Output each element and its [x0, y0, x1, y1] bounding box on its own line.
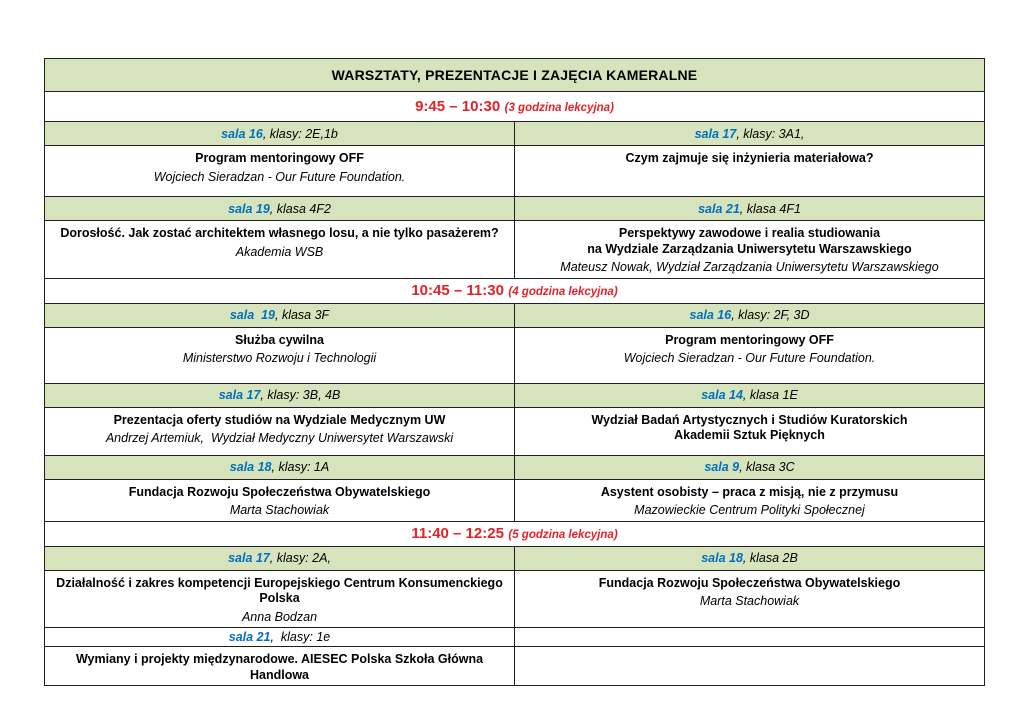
session-title: Fundacja Rozwoju Społeczeństwa Obywatelskiego — [598, 575, 901, 590]
room-cell — [45, 455, 515, 479]
room-cell — [45, 383, 515, 407]
session-title: Asystent osobisty – praca z misją, nie z przymusu — [600, 484, 899, 499]
session-title: Wymiany i projekty międzynarodowe. AIESEC Polska Szkoła Główna Handlowa — [75, 652, 487, 682]
room-row — [45, 303, 985, 327]
class-label: , klasy: 2A, — [269, 551, 331, 565]
class-label: , klasy: 2E,1b — [262, 126, 338, 141]
session-speaker: Mateusz Nowak, Wydział Zarządzania Uniwersytetu Warszawskiego — [560, 260, 939, 274]
time-cell — [45, 278, 985, 303]
title-row — [45, 59, 985, 92]
session-cell — [45, 407, 515, 455]
time-row-3 — [45, 521, 985, 546]
document-page — [44, 58, 985, 686]
room-label: sala 14 — [701, 388, 743, 402]
session-title: Wydział Badań Artystycznych i Studiów Kuratorskich — [591, 412, 908, 427]
class-label: , klasa 1E — [742, 388, 798, 402]
time-row-1 — [45, 92, 985, 122]
class-label: , klasa 3F — [275, 308, 330, 322]
class-label: , klasa 4F1 — [739, 201, 801, 216]
time-row-2 — [45, 278, 985, 303]
session-speaker: Anna Bodzan — [241, 609, 318, 624]
room-label: sala 16 — [221, 126, 263, 141]
session-speaker: Akademia WSB — [235, 244, 324, 259]
session-title: Program mentoringowy OFF — [195, 151, 364, 165]
session-row — [45, 221, 985, 279]
session-cell — [45, 221, 515, 279]
time-note: (3 godzina lekcyjna) — [504, 101, 614, 114]
empty-cell — [515, 647, 985, 686]
room-row — [45, 628, 985, 647]
room-cell — [515, 303, 985, 327]
room-cell — [45, 628, 515, 647]
time-range: 9:45 – 10:30 — [415, 97, 501, 115]
room-row — [45, 197, 985, 221]
session-cell — [515, 146, 985, 197]
class-label: , klasy: 2F, 3D — [731, 308, 810, 322]
session-title: Działalność i zakres kompetencji Europejskiego Centrum Konsumenckiego Polska — [56, 575, 507, 605]
session-title: Czym zajmuje się inżynieria materiałowa? — [625, 151, 874, 165]
empty-cell — [515, 628, 985, 647]
room-cell — [45, 303, 515, 327]
room-label: sala 9 — [704, 460, 740, 474]
session-speaker: Mazowieckie Centrum Polityki Społecznej — [634, 503, 865, 517]
session-cell — [515, 221, 985, 279]
room-label: sala 18 — [229, 460, 272, 474]
room-row — [45, 546, 985, 570]
room-cell — [515, 122, 985, 146]
session-cell — [515, 570, 985, 628]
session-speaker: Marta Stachowiak — [229, 503, 330, 517]
session-title-line2: na Wydziale Zarządzania Uniwersytetu Warszawskiego — [587, 241, 912, 256]
room-label: sala 17 — [694, 126, 737, 141]
session-cell — [45, 327, 515, 383]
session-cell — [515, 407, 985, 455]
time-cell — [45, 92, 985, 122]
page-title: WARSZTATY, PREZENTACJE I ZAJĘCIA KAMERALNE — [45, 59, 985, 92]
class-label: , klasy: 1A — [271, 460, 330, 474]
session-row — [45, 479, 985, 521]
room-label: sala 16 — [689, 308, 732, 322]
time-note: (5 godzina lekcyjna) — [508, 528, 618, 541]
session-row — [45, 647, 985, 686]
room-label: sala 17 — [228, 551, 270, 565]
time-note: (4 godzina lekcyjna) — [508, 285, 618, 298]
room-label: sala 19 — [228, 201, 270, 216]
room-cell — [515, 197, 985, 221]
session-title: Służba cywilna — [235, 332, 324, 347]
room-row — [45, 122, 985, 146]
room-cell — [515, 455, 985, 479]
room-cell — [45, 546, 515, 570]
class-label: , klasa 2B — [742, 551, 798, 565]
class-label: , klasa 3C — [739, 460, 795, 474]
room-label: sala 19 — [229, 308, 275, 322]
room-label: sala 18 — [701, 551, 743, 565]
session-cell — [45, 479, 515, 521]
session-speaker: Marta Stachowiak — [699, 594, 800, 608]
session-cell — [45, 570, 515, 628]
session-cell — [45, 647, 515, 686]
session-title: Program mentoringowy OFF — [665, 332, 834, 347]
time-range: 11:40 – 12:25 — [411, 524, 504, 542]
room-row — [45, 383, 985, 407]
class-label: , klasy: 3B, 4B — [260, 388, 341, 402]
class-label: , klasy: 3A1, — [736, 126, 805, 141]
room-cell — [45, 122, 515, 146]
session-title-line2: Akademii Sztuk Pięknych — [674, 428, 825, 442]
session-row — [45, 327, 985, 383]
session-row — [45, 570, 985, 628]
room-label: sala 21 — [228, 630, 271, 644]
session-cell — [515, 479, 985, 521]
class-label: , klasy: 1e — [270, 630, 331, 644]
room-label: sala 17 — [218, 388, 261, 402]
time-range: 10:45 – 11:30 — [411, 281, 504, 299]
session-cell — [515, 327, 985, 383]
session-cell — [45, 146, 515, 197]
session-speaker: Wojciech Sieradzan - Our Future Foundation. — [623, 351, 876, 365]
session-row — [45, 146, 985, 197]
session-title: Dorosłość. Jak zostać architektem własnego losu, a nie tylko pasażerem? — [60, 226, 499, 240]
time-cell — [45, 521, 985, 546]
schedule-table — [44, 58, 985, 686]
session-speaker: Andrzej Artemiuk, Wydział Medyczny Uniwersytet Warszawski — [105, 431, 454, 445]
room-label: sala 21 — [698, 201, 740, 216]
session-speaker: Wojciech Sieradzan - Our Future Foundation. — [153, 169, 406, 184]
session-speaker: Ministerstwo Rozwoju i Technologii — [182, 351, 377, 365]
session-title: Prezentacja oferty studiów na Wydziale Medycznym UW — [113, 412, 446, 427]
session-title: Fundacja Rozwoju Społeczeństwa Obywatelskiego — [128, 484, 431, 499]
room-cell — [515, 546, 985, 570]
room-cell — [45, 197, 515, 221]
session-row — [45, 407, 985, 455]
room-row — [45, 455, 985, 479]
room-cell — [515, 383, 985, 407]
session-title: Perspektywy zawodowe i realia studiowania — [618, 226, 881, 240]
class-label: , klasa 4F2 — [269, 201, 331, 216]
